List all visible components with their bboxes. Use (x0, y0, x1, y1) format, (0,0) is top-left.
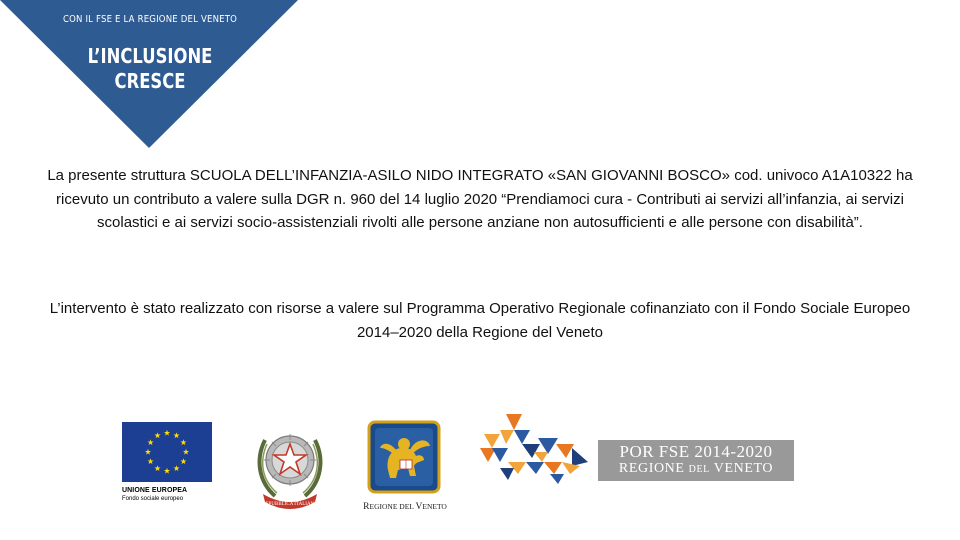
banner-subtitle: CON IL FSE E LA REGIONE DEL VENETO (62, 14, 238, 25)
banner-title-line1: L’INCLUSIONE (87, 44, 213, 68)
banner-title (68, 44, 232, 94)
eu-name: UNIONE EUROPEA (122, 487, 188, 494)
eu-star-icon (183, 449, 189, 455)
eu-star-icon (173, 465, 179, 471)
paragraph-funding: L’intervento è stato realizzato con risorse a valere sul Programma Operativo Regionale cofinanziato con il Fondo Sociale Europeo 2014–2020 della Regione del Veneto (49, 300, 911, 341)
paragraph-contribution: La presente struttura SCUOLA DELL’INFANZIA-ASILO NIDO INTEGRATO «SAN GIOVANNI BOSCO» cod. univoco A1A10322 ha ricevuto un contributo a valere sulla DGR n. 960 del 14 luglio 2020 “Prendiamoci cura - Contributi ai servizi all’infanzia, ai servizi scolastici e ai servizi socio-assistenziali rivolti alle persone anziane non autosufficienti e alle persone con disabilità”. (47, 167, 913, 232)
eu-star-icon (154, 432, 160, 438)
eu-flag-icon (122, 422, 212, 482)
por-fse-title: POR FSE 2014-2020 (619, 442, 773, 461)
por-lion-mosaic-icon (478, 412, 603, 487)
repubblica-italiana-emblem (253, 420, 327, 512)
eu-star-icon (164, 430, 170, 436)
eu-stars-icon (122, 422, 212, 482)
logos-row (0, 410, 960, 530)
eu-star-icon (154, 465, 160, 471)
repubblica-ribbon-text: REPUBBLICA ITALIANA (262, 502, 318, 507)
eu-star-icon (180, 458, 186, 464)
regione-veneto-logo (350, 420, 460, 512)
eu-subtitle: Fondo sociale europeo (122, 496, 184, 502)
por-fse-region: REGIONE DEL VENETO (618, 461, 774, 476)
eu-star-icon (164, 468, 170, 474)
eu-logo (122, 422, 214, 512)
veneto-lion-icon (350, 420, 460, 500)
eu-star-icon (145, 449, 151, 455)
regione-veneto-label: REGIONE DEL VENETO (363, 502, 447, 512)
banner-title-line2: CRESCE (114, 69, 186, 93)
eu-star-icon (148, 439, 154, 445)
eu-star-icon (148, 458, 154, 464)
eu-star-icon (173, 432, 179, 438)
banner (0, 0, 300, 150)
repubblica-emblem-icon (253, 420, 327, 512)
eu-star-icon (180, 439, 186, 445)
por-fse-logo (478, 412, 808, 492)
por-fse-box (598, 440, 794, 481)
